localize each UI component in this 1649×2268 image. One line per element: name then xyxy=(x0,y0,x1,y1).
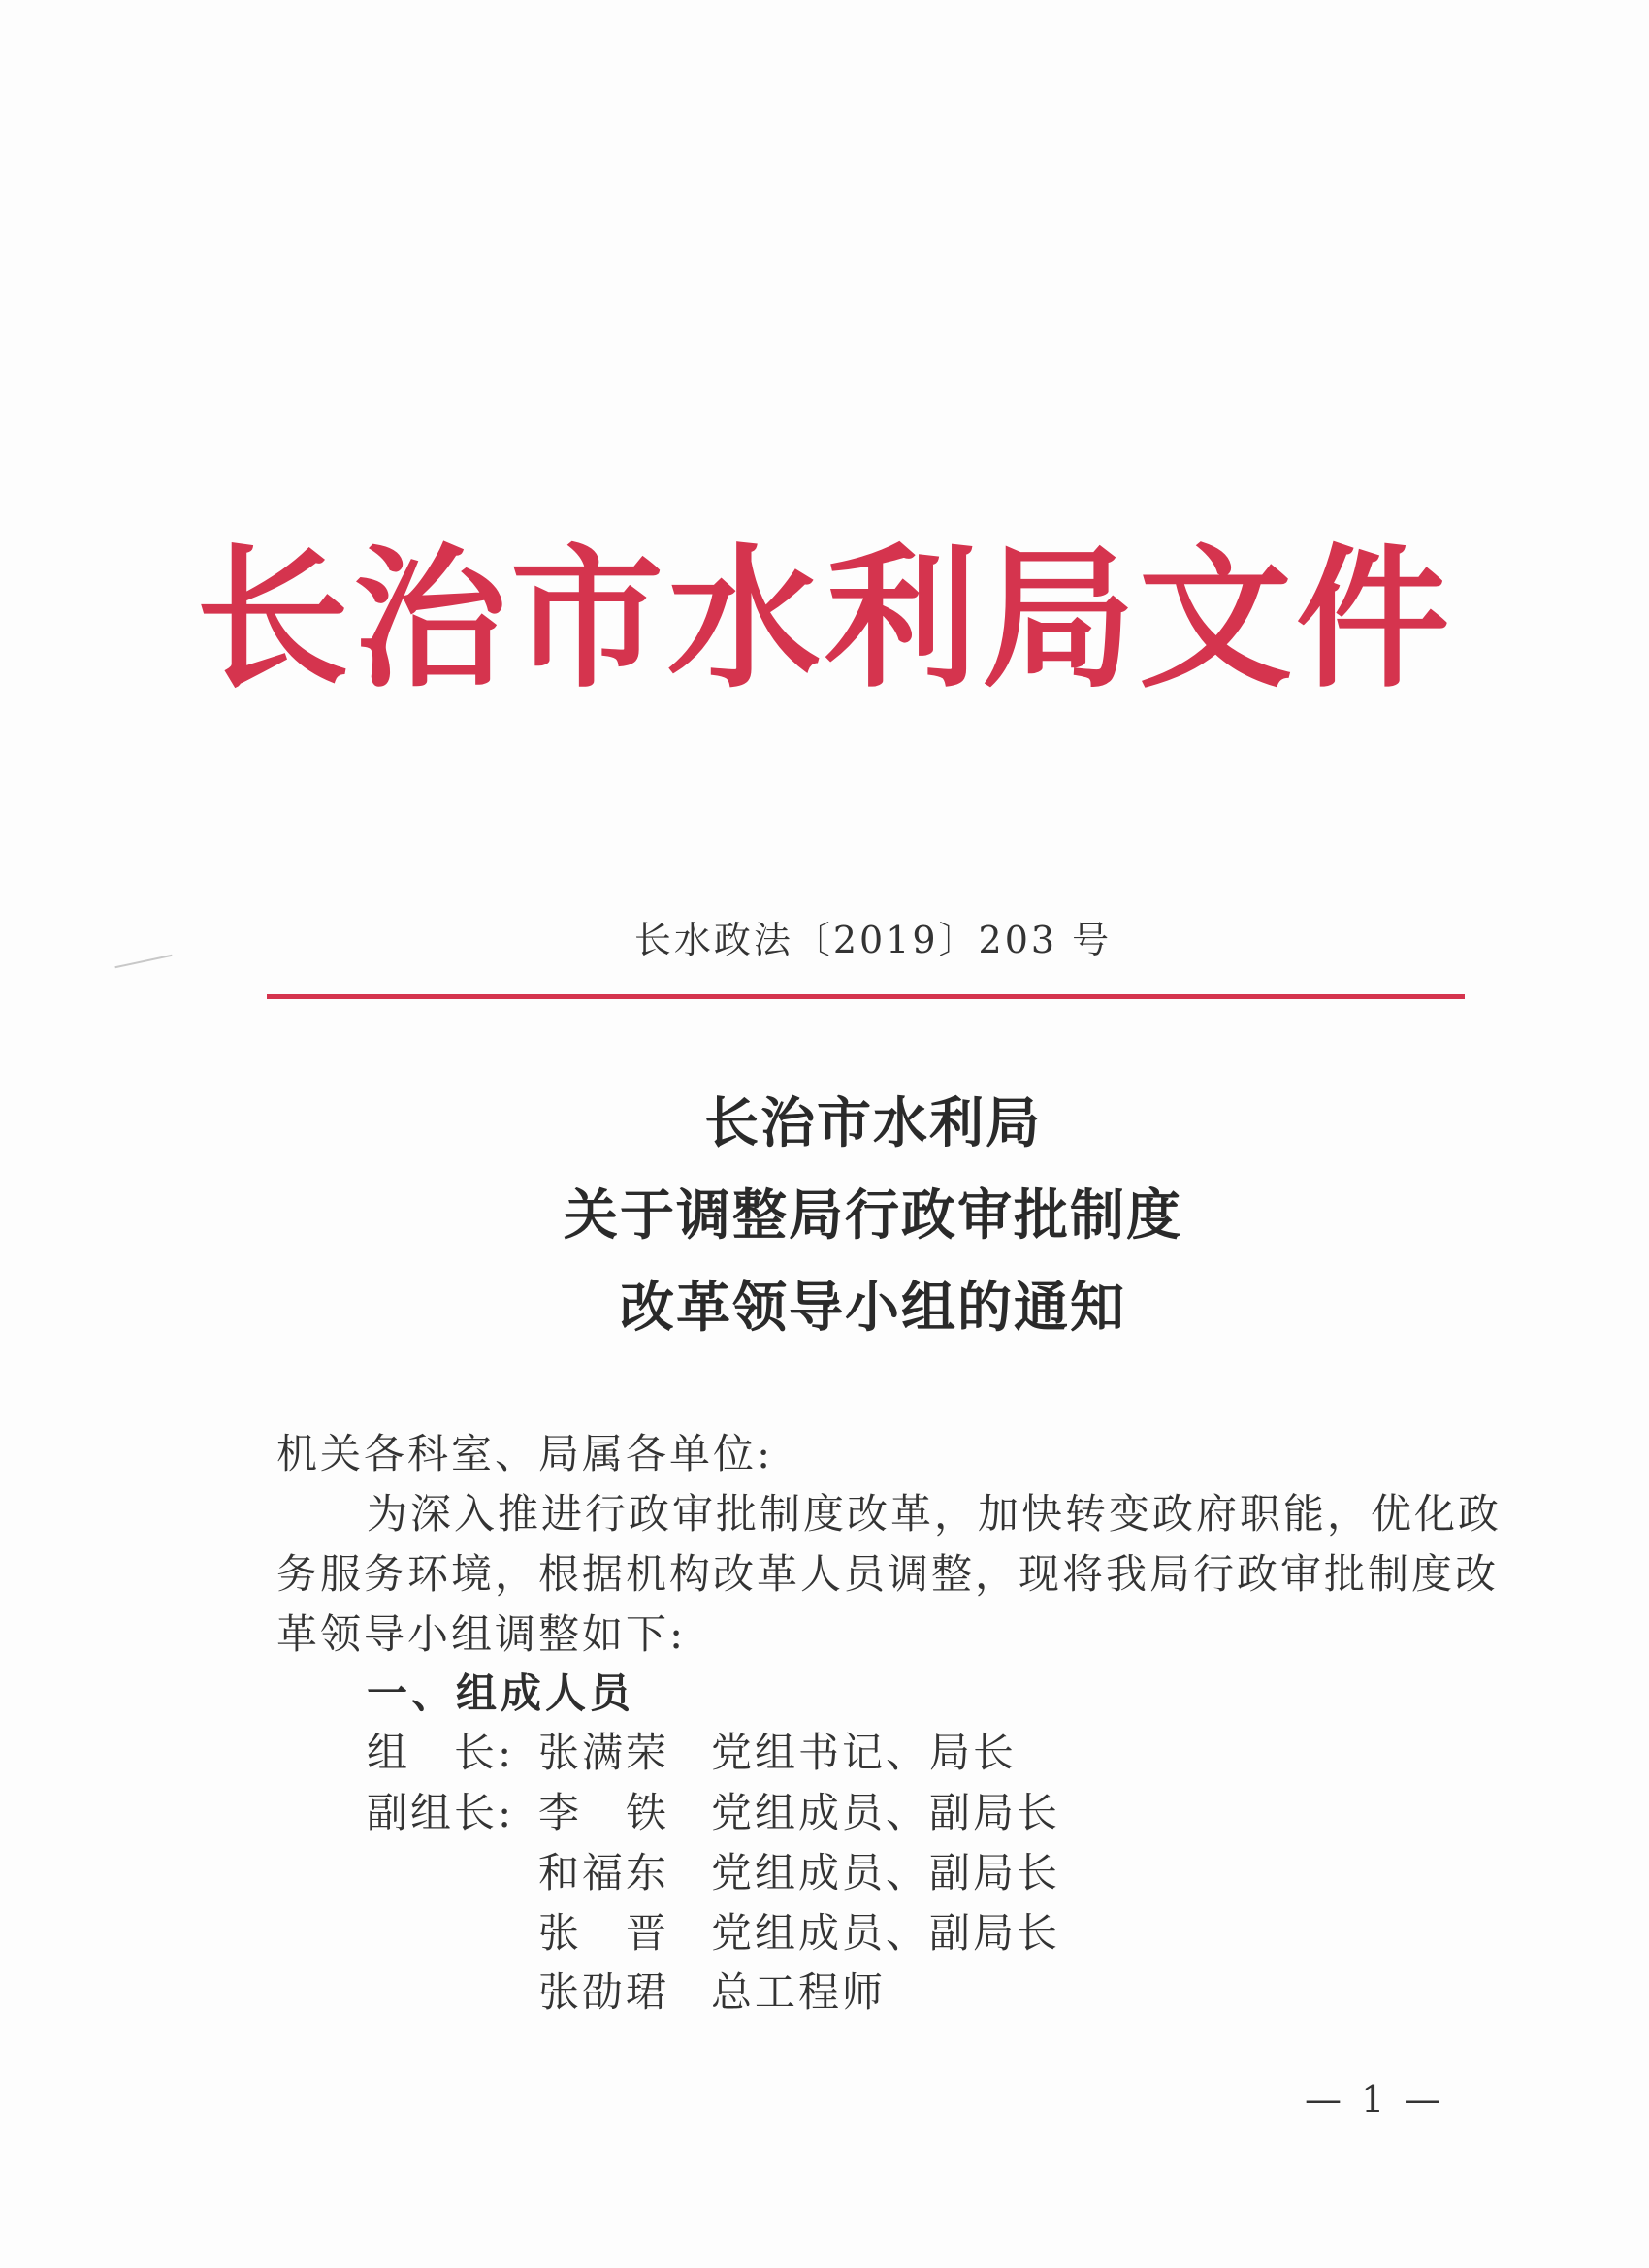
notice-title-line-2: 关于调整局行政审批制度 xyxy=(564,1183,1182,1247)
member-position: 总工程师 xyxy=(711,1968,887,2016)
section-heading: 一、组成人员 xyxy=(367,1669,635,1717)
member-position: 党组成员、副局长 xyxy=(711,1909,1061,1957)
red-divider-line xyxy=(267,994,1465,999)
member-name: 张满荣 xyxy=(538,1729,670,1776)
member-name: 张劭珺 xyxy=(538,1968,670,2016)
paragraph-line-1: 为深入推进行政审批制度改革，加快转变政府职能，优化政 xyxy=(367,1490,1503,1538)
page-number: — 1 — xyxy=(1305,2078,1445,2121)
member-role: 组 长: xyxy=(367,1729,515,1776)
member-position: 党组成员、副局长 xyxy=(711,1789,1061,1836)
document-number: 长水政法〔2019〕203 号 xyxy=(633,919,1113,961)
member-position: 党组成员、副局长 xyxy=(711,1849,1061,1896)
notice-title-line-1: 长治市水利局 xyxy=(704,1091,1042,1155)
member-position: 党组书记、局长 xyxy=(711,1729,1018,1776)
masthead-title: 长治市水利局文件 xyxy=(196,531,1453,709)
member-name: 张 晋 xyxy=(538,1909,670,1957)
member-name: 和福东 xyxy=(538,1849,670,1896)
member-role: 副组长: xyxy=(367,1789,515,1836)
paragraph-line-3: 革领导小组调整如下: xyxy=(276,1610,687,1658)
notice-title-line-3: 改革领导小组的通知 xyxy=(620,1276,1126,1340)
paragraph-line-2: 务服务环境，根据机构改革人员调整，现将我局行政审批制度改 xyxy=(276,1550,1500,1598)
member-name: 李 铁 xyxy=(538,1789,670,1836)
salutation: 机关各科室、局属各单位: xyxy=(276,1430,774,1477)
